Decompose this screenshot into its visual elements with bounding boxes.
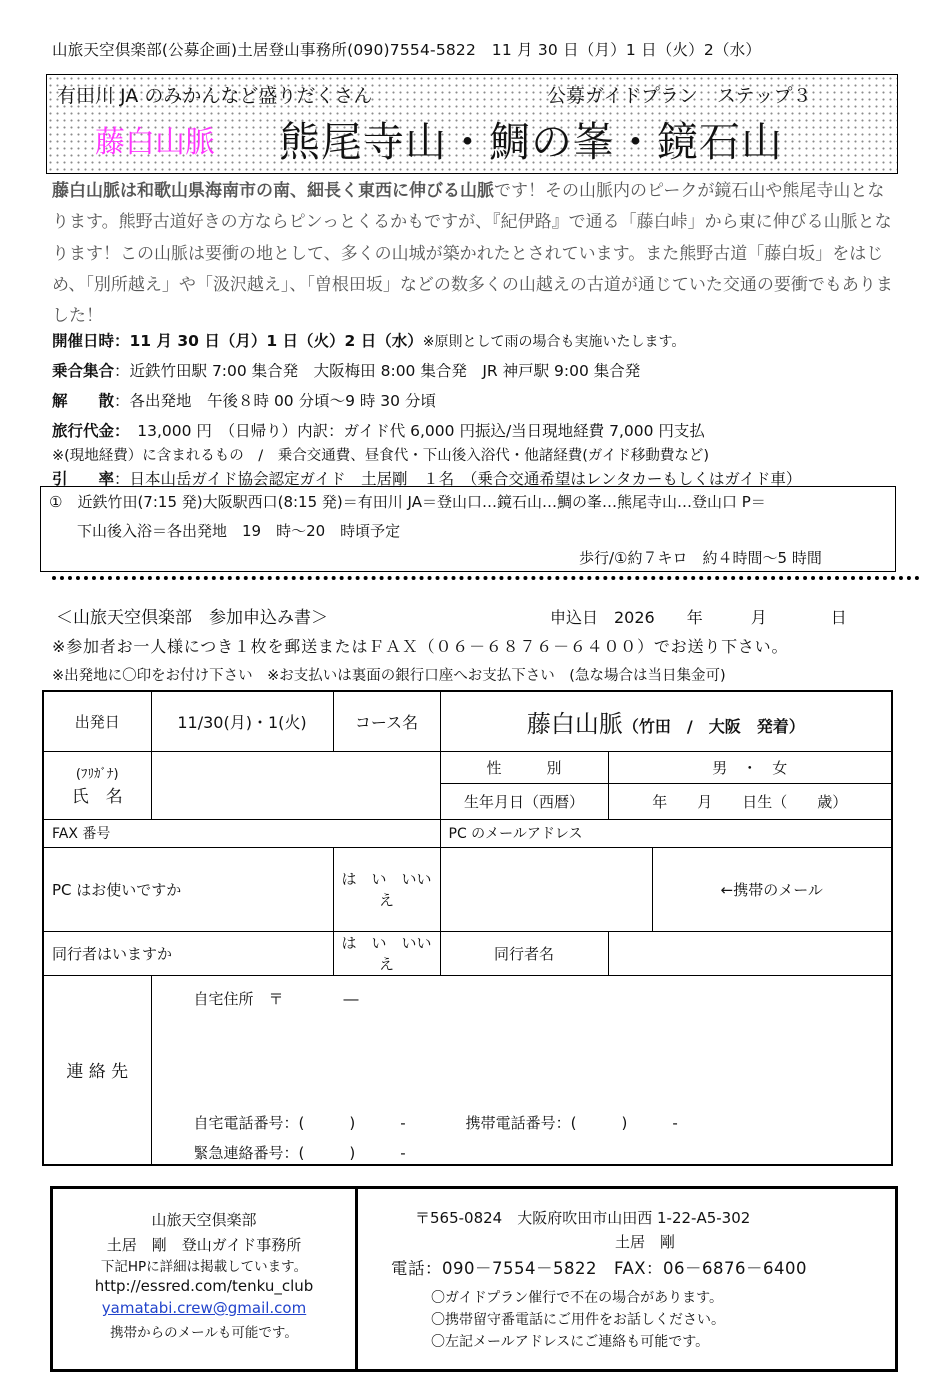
fax-field[interactable]: FAX 番号: [43, 819, 440, 847]
mobile-mail-field[interactable]: [440, 847, 652, 931]
application-note2: ※出発地に〇印をお付け下さい ※お支払いは裏面の銀行口座へお支払下さい (急な場合は当日集金可): [52, 668, 726, 684]
footer-address: 〒565-0824 大阪府吹田市山田西 1-22-A5-302: [415, 1209, 751, 1227]
title-main: 熊尾寺山・鯛の峯・鏡石山: [279, 118, 783, 166]
departure-label: 出発日: [43, 691, 151, 751]
course-note: （竹田 / 大阪 発着）: [622, 716, 805, 736]
header-contact-line: 山旅天空倶楽部(公募企画)土居登山事務所(090)7554-5822 11 月 30 日（月）1 日（火）2（水）: [52, 41, 762, 59]
info-price: 旅行代金： 13,000 円 （日帰り）内訳：ガイド代 6,000 円振込/当日現地経費 7,000 円支払: [52, 422, 705, 440]
itinerary-line1: ① 近鉄竹田(7:15 発)大阪駅西口(8:15 発)＝有田川 JA＝登山口…鏡石山…鯛の峯…熊尾寺山…登山口 P＝: [49, 493, 766, 511]
gender-label: 性 別: [440, 751, 608, 783]
footer-mobile-note: 携帯からのメールも可能です。: [110, 1325, 298, 1341]
footer-note-2: 〇携帯留守番電話にご用件をお話しください。: [431, 1312, 725, 1328]
departure-value[interactable]: 11/30(月)・1(火): [151, 691, 333, 751]
title-box: [46, 74, 898, 174]
itinerary-line2: 下山後入浴＝各出発地 19 時～20 時頃予定: [77, 522, 401, 540]
footer-org: 山旅天空倶楽部: [151, 1211, 257, 1229]
footer-left: [53, 1189, 358, 1369]
info-date: 開催日時：11 月 30 日（月）1 日（火）2 日（水）※原則として雨の場合も実施いたします。: [52, 332, 686, 350]
info-included: ※(現地経費）に含まれるもの / 乗合交通費、昼食代・下山後入浴代・他諸経費(ガイド移動費など): [52, 448, 710, 464]
title-range: 藤白山脈: [95, 125, 215, 160]
footer-note-1: 〇ガイドプラン催行で不在の場合があります。: [431, 1290, 724, 1306]
footer-right: [359, 1189, 895, 1369]
pc-use-choice[interactable]: は い いいえ: [333, 847, 440, 931]
title-plan: 公募ガイドプラン ステップ３: [547, 85, 812, 107]
emergency-field[interactable]: 緊急連絡番号：( ) -: [193, 1143, 406, 1162]
mobile-mail-label: ←携帯のメール: [652, 847, 892, 931]
intro-bold: 藤白山脈は和歌山県海南市の南、細長く東西に伸びる山脈: [52, 181, 494, 201]
course-value: 藤白山脈: [526, 709, 623, 738]
cut-line: [52, 576, 920, 580]
footer-name: 土居 剛: [615, 1233, 676, 1251]
footer-office: 土居 剛 登山ガイド事務所: [106, 1236, 302, 1254]
footer-box: [50, 1186, 898, 1372]
itinerary-walk: 歩行/①約７キロ 約４時間～5 時間: [579, 549, 822, 567]
title-subtitle: 有田川 JA のみかんなど盛りだくさん: [57, 85, 373, 107]
application-note1: ※参加者お一人様につき１枚を郵送またはＦＡＸ（０６－６８７６－６４００）でお送り下さい。: [52, 637, 789, 656]
name-label: 氏 名: [71, 787, 123, 807]
contact-label: 連 絡 先: [43, 975, 151, 1165]
application-date: 申込日 2026 年 月 日: [550, 608, 847, 627]
intro-rest: です！その山脈内のピークが鏡石山や熊尾寺山となります。熊野古道好きの方ならピンっとくるかもですが、『紀伊路』で通る「藤白峠」から東に伸びる山脈となります！この山脈は要衝の地として、多くの山城が築かれたとされています。また熊野古道「藤白坂」をはじめ、「別所越え」や「汲沢越え」、「曽根田坂」などの数多くの山越えの古道が通じていた交通の要衝でもありました！: [52, 181, 893, 327]
contact-cell: [151, 975, 892, 1165]
intro-paragraph: [52, 176, 900, 332]
pc-use-label: PC はお使いですか: [43, 847, 333, 931]
companion-name-field[interactable]: [608, 931, 892, 975]
phone-field[interactable]: 自宅電話番号：( ) - 携帯電話番号：( ) -: [193, 1113, 678, 1132]
gender-value[interactable]: 男 ・ 女: [608, 751, 892, 783]
application-form: [42, 690, 893, 1166]
info-dismiss: 解 散：各出発地 午後８時 00 分頃～9 時 30 分頃: [52, 392, 436, 410]
name-label-cell: [43, 751, 151, 819]
itinerary-box: [40, 486, 896, 572]
info-guide: 引 率：日本山岳ガイド協会認定ガイド 土居剛 １名 （乗合交通希望はレンタカーもしくはガイド車）: [52, 470, 802, 488]
companion-label: 同行者はいますか: [43, 931, 333, 975]
furigana-label: (ﾌﾘｶﾞﾅ): [75, 767, 119, 782]
footer-phone: 電話：090－7554－5822 FAX：06－6876－6400: [391, 1259, 808, 1278]
application-title: ＜山旅天空倶楽部 参加申込み書＞: [56, 608, 328, 628]
companion-name-label: 同行者名: [440, 931, 608, 975]
course-label: コース名: [333, 691, 440, 751]
birth-label: 生年月日（西暦）: [440, 783, 608, 819]
footer-note-3: 〇左記メールアドレスにご連絡も可能です。: [431, 1334, 710, 1350]
footer-hp-note: 下記HPに詳細は掲載しています。: [100, 1259, 308, 1275]
footer-email-link[interactable]: yamatabi.crew@gmail.com: [101, 1299, 307, 1317]
info-meeting: 乗合集合：近鉄竹田駅 7:00 集合発 大阪梅田 8:00 集合発 JR 神戸駅 9:00 集合発: [52, 362, 641, 380]
course-cell: [440, 691, 892, 751]
footer-url[interactable]: http://essred.com/tenku_club: [94, 1277, 314, 1295]
name-field[interactable]: [151, 751, 440, 819]
companion-choice[interactable]: は い いいえ: [333, 931, 440, 975]
address-field[interactable]: 自宅住所 〒 ―: [193, 989, 359, 1008]
birth-value[interactable]: 年 月 日生（ 歳）: [608, 783, 892, 819]
pc-mail-field[interactable]: PC のメールアドレス: [440, 819, 892, 847]
